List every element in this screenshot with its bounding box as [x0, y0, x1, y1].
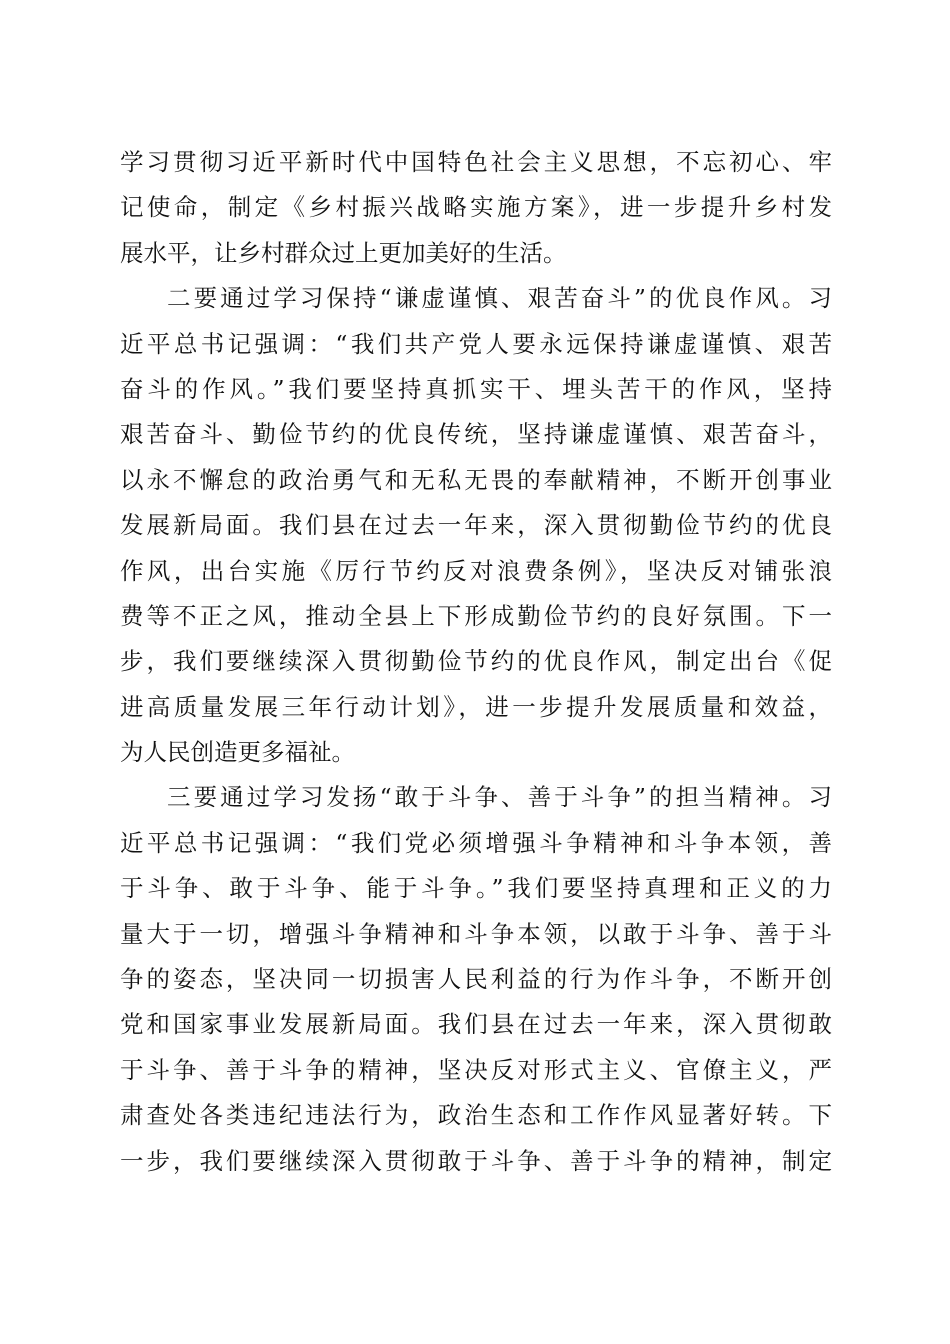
text-line: 近平总书记强调：“我们共产党人要永远保持谦虚谨慎、艰苦	[120, 329, 832, 358]
text-line: 奋斗的作风。”我们要坚持真抓实干、埋头苦干的作风，坚持	[120, 374, 832, 403]
text-line: 步，我们要继续深入贯彻勤俭节约的优良作风，制定出台《促	[120, 647, 832, 676]
text-line: 以永不懈怠的政治勇气和无私无畏的奉献精神，不断开创事业	[120, 465, 832, 494]
text-line: 于斗争、敢于斗争、能于斗争。”我们要坚持真理和正义的力	[120, 874, 832, 903]
text-line: 进高质量发展三年行动计划》，进一步提升发展质量和效益，	[120, 692, 832, 721]
text-line: 发展新局面。我们县在过去一年来，深入贯彻勤俭节约的优良	[120, 511, 832, 540]
text-line: 于斗争、善于斗争的精神，坚决反对形式主义、官僚主义，严	[120, 1055, 832, 1084]
text-line: 一步，我们要继续深入贯彻敢于斗争、善于斗争的精神，制定	[120, 1146, 832, 1175]
text-line: 近平总书记强调：“我们党必须增强斗争精神和斗争本领，善	[120, 828, 832, 857]
document-body	[120, 140, 832, 1184]
text-line: 学习贯彻习近平新时代中国特色社会主义思想，不忘初心、牢	[120, 148, 832, 176]
text-line: 费等不正之风，推动全县上下形成勤俭节约的良好氛围。下一	[120, 601, 832, 630]
text-line: 记使命，制定《乡村振兴战略实施方案》，进一步提升乡村发	[120, 193, 832, 222]
text-line: 党和国家事业发展新局面。我们县在过去一年来，深入贯彻敢	[120, 1010, 832, 1039]
text-line: 作风，出台实施《厉行节约反对浪费条例》，坚决反对铺张浪	[120, 556, 832, 585]
paragraph-first-line: 三要通过学习发扬“敢于斗争、善于斗争”的担当精神。习	[167, 783, 832, 812]
text-line: 艰苦奋斗、勤俭节约的优良传统，坚持谦虚谨慎、艰苦奋斗，	[120, 420, 832, 449]
text-line: 展水平，让乡村群众过上更加美好的生活。	[120, 238, 567, 267]
text-line: 肃查处各类违纪违法行为，政治生态和工作作风显著好转。下	[120, 1101, 832, 1130]
text-line: 争的姿态，坚决同一切损害人民利益的行为作斗争，不断开创	[120, 965, 832, 994]
text-line: 量大于一切，增强斗争精神和斗争本领，以敢于斗争、善于斗	[120, 919, 832, 948]
paragraph-first-line: 二要通过学习保持“谦虚谨慎、艰苦奋斗”的优良作风。习	[167, 284, 832, 313]
text-line: 为人民创造更多福祉。	[120, 738, 355, 767]
